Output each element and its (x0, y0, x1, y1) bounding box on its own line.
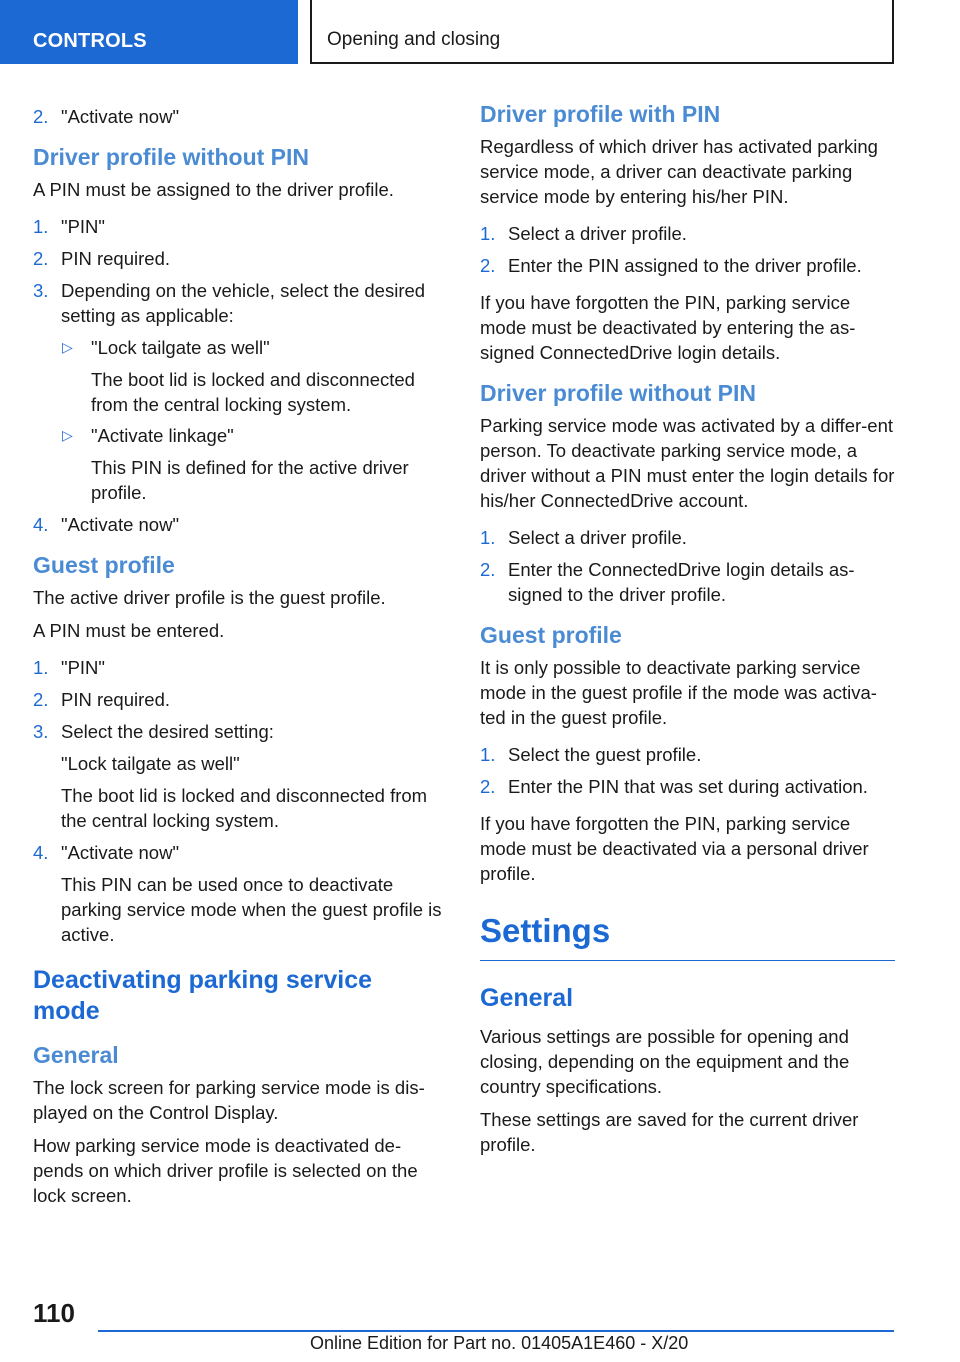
steps-driver-pin (480, 221, 895, 278)
paragraph: Parking service mode was activated by a differ‐ent person. To deactivate parking service mode, a driver without a PIN must enter the login details for his/her ConnectedDrive account. (480, 415, 895, 511)
paragraph: Various settings are possible for opening and closing, depending on the equipment and the country specifications. (480, 1026, 850, 1097)
paragraph: It is only possible to deactivate parking service mode in the guest profile if the mode was activa‐ted in the guest profile. (480, 657, 877, 728)
list-item: 2. "Activate now" (33, 106, 180, 127)
steps-driver-no-pin-right (480, 525, 895, 607)
paragraph: These settings are saved for the current driver profile. (480, 1109, 859, 1155)
list-item: 2. Enter the PIN assigned to the driver profile. (480, 255, 862, 276)
steps-driver-no-pin (33, 214, 445, 537)
heading-driver-profile-without-pin: Driver profile without PIN (33, 144, 310, 170)
paragraph: The lock screen for parking service mode is dis‐played on the Control Display. (33, 1077, 425, 1123)
list-item: 1. "PIN" (33, 216, 105, 237)
page-number: 110 (33, 1298, 75, 1328)
heading-guest-profile: Guest profile (33, 552, 175, 578)
bullet-list (61, 335, 445, 505)
triangle-bullet-icon: ▷ (62, 427, 73, 443)
list-item: 1. Select the guest profile. (480, 744, 702, 765)
paragraph: The active driver profile is the guest profile. (33, 587, 386, 608)
list-item: 3. Select the desired setting: "Lock tailgate as well" The boot lid is locked and disconnected from the central locking system. (33, 721, 428, 831)
paragraph: A PIN must be assigned to the driver profile. (33, 179, 394, 200)
heading-guest-profile: Guest profile (480, 622, 622, 648)
list-item: 4. "Activate now" (33, 514, 180, 535)
section-tab (0, 0, 298, 64)
heading-general: General (480, 984, 574, 1012)
triangle-bullet-icon: ▷ (62, 339, 73, 355)
paragraph: How parking service mode is deactivated de‐pends on which driver profile is selected on the lock screen. (33, 1135, 418, 1206)
list-item: 1. Select a driver profile. (480, 223, 687, 244)
paragraph: If you have forgotten the PIN, parking service mode must be deactivated via a personal driver profile. (480, 813, 869, 884)
steps-guest-right (480, 742, 895, 799)
list-item: 2. PIN required. (33, 689, 170, 710)
chapter-label: Opening and closing (327, 29, 501, 50)
heading-driver-profile-with-pin: Driver profile with PIN (480, 101, 721, 127)
list-item: 2. PIN required. (33, 248, 170, 269)
heading-settings: Settings (480, 910, 895, 961)
heading-general: General (33, 1042, 119, 1068)
bullet-item: ▷ "Lock tailgate as well" The boot lid is locked and disconnected from the central locking system. (62, 337, 415, 415)
list-item: 3. Depending on the vehicle, select the desired setting as applicable: ▷ "Lock tailgate as well" The boot lid is locked and disconnected from the central locking system. ▷ "Activate linkage" This PIN is defined for the active driver profile. (33, 278, 445, 505)
bullet-item: ▷ "Activate linkage" This PIN is defined for the active driver profile. (62, 425, 409, 503)
paragraph: A PIN must be entered. (33, 620, 225, 641)
chapter-header (310, 0, 894, 64)
footer-divider (98, 1330, 894, 1332)
paragraph: Regardless of which driver has activated parking service mode, a driver can deactivate parking service mode by entering his/her PIN. (480, 136, 878, 207)
steps-guest (33, 655, 445, 947)
list-item: 1. Select a driver profile. (480, 527, 687, 548)
paragraph: If you have forgotten the PIN, parking service mode must be deactivated by entering the as‐signed ConnectedDrive login details. (480, 292, 856, 363)
continued-steps (33, 104, 445, 129)
heading-driver-profile-without-pin: Driver profile without PIN (480, 380, 757, 406)
section-label: CONTROLS (33, 30, 147, 52)
edition-footer: Online Edition for Part no. 01405A1E460 - X/20 (310, 1333, 689, 1353)
left-column (33, 100, 445, 1216)
list-item: 2. Enter the PIN that was set during activation. (480, 776, 868, 797)
heading-deactivating: Deactivating parking service mode (33, 966, 373, 1025)
right-column (480, 100, 895, 1165)
list-item: 1. "PIN" (33, 657, 105, 678)
list-item: 4. "Activate now" This PIN can be used once to deactivate parking service mode when the guest profile is active. (33, 842, 442, 945)
list-item: 2. Enter the ConnectedDrive login details as‐signed to the driver profile. (480, 559, 855, 605)
